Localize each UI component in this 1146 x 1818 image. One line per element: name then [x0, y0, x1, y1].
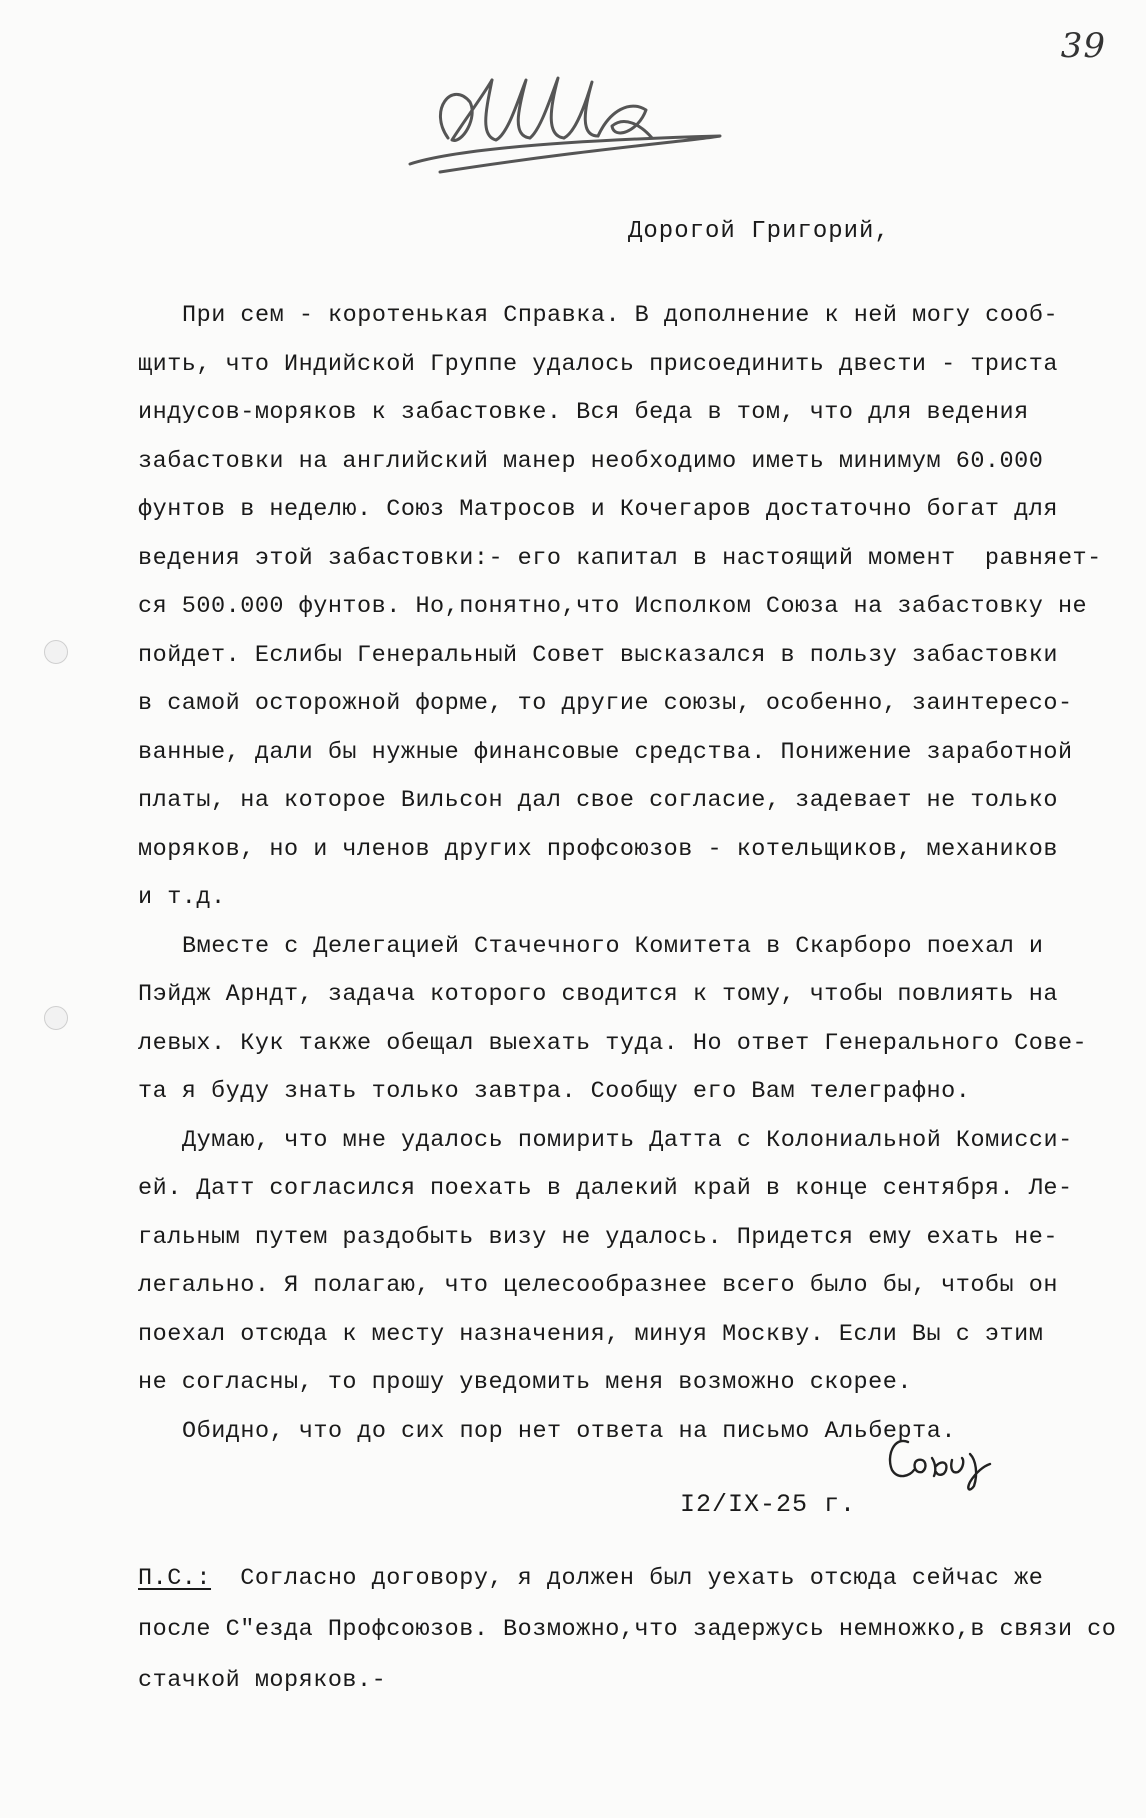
paragraph-3-line: не согласны, то прошу уведомить меня возможно скорее.	[138, 1369, 912, 1396]
paragraph-1-line: индусов-моряков к забастовке. Вся беда в том, что для ведения	[138, 399, 1029, 426]
paragraph-1-line: При сем - коротенькая Справка. В дополнение к ней могу сооб-	[182, 302, 1059, 329]
paragraph-1-line: и т.д.	[138, 884, 226, 911]
punch-hole-top	[44, 640, 68, 664]
paragraph-1-line: фунтов в неделю. Союз Матросов и Кочегаров достаточно богат для	[138, 496, 1058, 523]
paragraph-1-line: щить, что Индийской Группе удалось присоединить двести - триста	[138, 350, 1058, 378]
paragraph-3-line: поехал отсюда к месту назначения, минуя Москву. Если Вы с этим	[138, 1320, 1044, 1348]
paragraph-1-line: в самой осторожной форме, то другие союзы, особенно, заинтересо-	[138, 690, 1073, 717]
page-number: 39	[1060, 26, 1106, 66]
paragraph-1-line: платы, на которое Вильсон дал свое согласие, задевает не только	[138, 787, 1058, 814]
paragraph-1-line: моряков, но и членов других профсоюзов - котельщиков, механиков	[138, 835, 1058, 863]
handwritten-signature	[880, 1420, 1000, 1495]
letter-date: I2/IX-25 г.	[680, 1490, 857, 1519]
punch-hole-bottom	[44, 1006, 68, 1030]
salutation: Дорогой Григорий,	[628, 218, 890, 245]
postscript-line: после С"езда Профсоюзов. Возможно,что задержусь немножко,в связи со	[138, 1616, 1117, 1643]
paragraph-1-line: пойдет. Еслибы Генеральный Совет высказался в пользу забастовки	[138, 641, 1058, 669]
postscript	[138, 1553, 1118, 1706]
postscript-line: Согласно договору, я должен был уехать отсюда сейчас же	[211, 1565, 1044, 1592]
paragraph-2-line: Вместе с Делегацией Стачечного Комитета в Скарборо поехал и	[182, 932, 1044, 960]
paragraph-1-line: ведения этой забастовки:- его капитал в настоящий момент равняет-	[138, 544, 1102, 572]
paragraph-4-line: Обидно, что до сих пор нет ответа на письмо Альберта.	[182, 1417, 956, 1445]
header-handwritten-signature	[400, 40, 740, 190]
paragraph-2-line: та я буду знать только завтра. Сообщу его Вам телеграфно.	[138, 1078, 971, 1105]
paragraph-1-line: ванные, дали бы нужные финансовые средства. Понижение заработной	[138, 738, 1073, 766]
paragraph-3-line: легально. Я полагаю, что целесообразнее всего было бы, чтобы он	[138, 1272, 1058, 1299]
paragraph-3-line: Думаю, что мне удалось помирить Датта с Колониальной Комисси-	[182, 1126, 1073, 1154]
paragraph-3-line: ей. Датт согласился поехать в далекий край в конце сентября. Ле-	[138, 1175, 1073, 1202]
paragraph-2-line: левых. Кук также обещал выехать туда. Но ответ Генерального Сове-	[138, 1029, 1088, 1057]
letter-body	[138, 292, 1118, 1456]
paragraph-2-line: Пэйдж Арндт, задача которого сводится к тому, чтобы повлиять на	[138, 981, 1058, 1008]
paragraph-3-line: гальным путем раздобыть визу не удалось. Придется ему ехать не-	[138, 1223, 1058, 1251]
postscript-label: П.С.:	[138, 1565, 212, 1592]
paragraph-1-line: ся 500.000 фунтов. Но,понятно,что Исполком Союза на забастовку не	[138, 593, 1088, 620]
postscript-line: стачкой моряков.-	[138, 1667, 387, 1694]
paragraph-1-line: забастовки на английский манер необходимо иметь минимум 60.000	[138, 447, 1044, 475]
